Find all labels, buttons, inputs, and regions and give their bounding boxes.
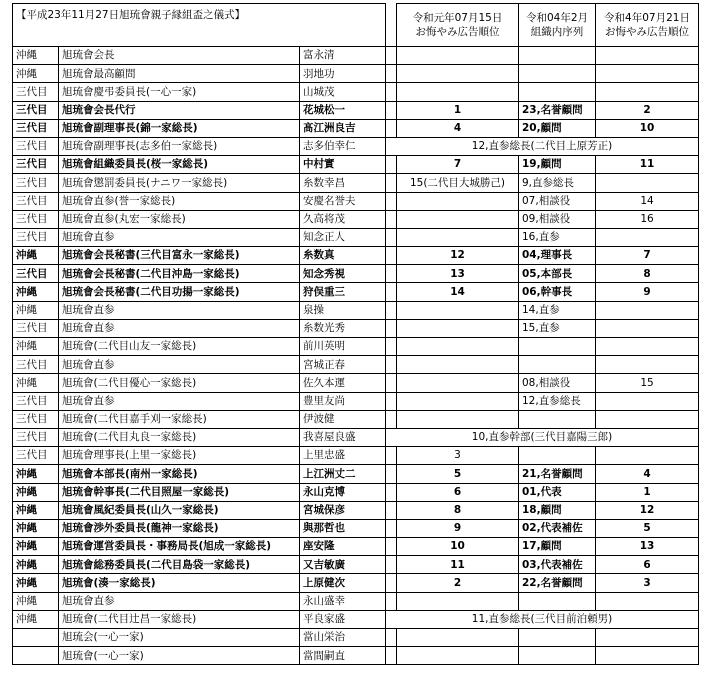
rank-2019-cell (397, 410, 519, 428)
position-cell: 旭琉會直参 (59, 356, 300, 374)
position-cell: 旭琉會会長秘書(二代目沖島一家総長) (59, 265, 300, 283)
table-row (13, 83, 699, 101)
rank-2019-cell: 4 (397, 119, 519, 137)
position-cell: 旭琉會(二代目丸良一家総長) (59, 428, 300, 446)
name-cell: 永山克博 (300, 483, 386, 501)
rank-2022-ad-cell: 8 (596, 265, 699, 283)
position-cell: 旭琉會直参 (59, 392, 300, 410)
name-cell: 富永清 (300, 47, 386, 65)
spacer-cell (386, 301, 397, 319)
rank-2019-cell: 5 (397, 465, 519, 483)
rank-2022-cell: 05,本部長 (519, 265, 596, 283)
region-cell: 三代目 (13, 392, 59, 410)
spacer-cell (386, 465, 397, 483)
rank-2022-cell (519, 47, 596, 65)
spacer-cell (386, 556, 397, 574)
name-cell: 平良家盛 (300, 610, 386, 628)
rank-2022-cell: 20,顧問 (519, 119, 596, 137)
rank-2022-ad-cell: 15 (596, 374, 699, 392)
position-cell: 旭琉會慶弔委員長(一心一家) (59, 83, 300, 101)
rank-2022-ad-cell (596, 319, 699, 337)
table-row (13, 610, 699, 628)
position-cell: 旭琉會本部長(南州一家総長) (59, 465, 300, 483)
region-cell: 三代目 (13, 192, 59, 210)
rank-2022-cell (519, 338, 596, 356)
name-cell: 久高将茂 (300, 210, 386, 228)
rank-2022-cell (519, 410, 596, 428)
name-cell: 糸数真 (300, 247, 386, 265)
rank-2019-cell: 11 (397, 556, 519, 574)
rank-2022-ad-cell (596, 447, 699, 465)
merged-note-cell: 12,直参総長(二代目上原芳正) (386, 137, 699, 155)
position-cell: 旭琉會(二代目嘉手刈一家総長) (59, 410, 300, 428)
spacer-cell (386, 119, 397, 137)
region-cell: 三代目 (13, 319, 59, 337)
spacer-cell (386, 174, 397, 192)
rank-2022-ad-cell: 9 (596, 283, 699, 301)
spacer-cell (386, 592, 397, 610)
table-row (13, 156, 699, 174)
table-row (13, 65, 699, 83)
table-row (13, 228, 699, 246)
region-cell: 沖縄 (13, 519, 59, 537)
rank-2019-cell (397, 392, 519, 410)
rank-2019-cell (397, 338, 519, 356)
position-cell: 旭琉會副理事長(志多伯一家総長) (59, 137, 300, 155)
region-cell: 三代目 (13, 119, 59, 137)
spacer-cell (386, 283, 397, 301)
region-cell: 沖縄 (13, 574, 59, 592)
region-cell: 沖縄 (13, 592, 59, 610)
table-row (13, 47, 699, 65)
rank-2022-cell: 08,相談役 (519, 374, 596, 392)
position-cell: 旭琉會最高顧問 (59, 65, 300, 83)
column-header-condolence-2022: 令和4年07月21日 お悔やみ広告順位 (596, 4, 699, 47)
rank-2022-ad-cell (596, 301, 699, 319)
region-cell: 三代目 (13, 228, 59, 246)
rank-2022-cell: 04,理事長 (519, 247, 596, 265)
rank-2022-cell: 14,直参 (519, 301, 596, 319)
name-cell: 又吉敏廣 (300, 556, 386, 574)
table-row (13, 483, 699, 501)
column-header-rank-2022: 令和04年2月 組織内序列 (519, 4, 596, 47)
position-cell: 旭琉會直参(丸宏一家総長) (59, 210, 300, 228)
region-cell: 三代目 (13, 156, 59, 174)
table-row (13, 501, 699, 519)
rank-2022-cell: 02,代表補佐 (519, 519, 596, 537)
position-cell: 旭琉會会長秘書(二代目功揚一家総長) (59, 283, 300, 301)
region-cell: 沖縄 (13, 610, 59, 628)
region-cell: 沖縄 (13, 374, 59, 392)
spacer-cell (386, 4, 397, 47)
rank-2022-cell: 03,代表補佐 (519, 556, 596, 574)
rank-2019-cell (397, 192, 519, 210)
rank-2022-ad-cell: 7 (596, 247, 699, 265)
region-cell: 三代目 (13, 410, 59, 428)
spacer-cell (386, 356, 397, 374)
rank-2019-cell: 12 (397, 247, 519, 265)
table-row (13, 647, 699, 665)
name-cell: 髙江洲良吉 (300, 119, 386, 137)
spacer-cell (386, 447, 397, 465)
rank-2022-ad-cell (596, 410, 699, 428)
table-row (13, 283, 699, 301)
spacer-cell (386, 247, 397, 265)
region-cell: 三代目 (13, 174, 59, 192)
rank-2022-cell (519, 447, 596, 465)
name-cell: 當山栄治 (300, 629, 386, 647)
spacer-cell (386, 156, 397, 174)
region-cell: 三代目 (13, 101, 59, 119)
table-row (13, 301, 699, 319)
position-cell: 旭琉會(二代目山友一家総長) (59, 338, 300, 356)
position-cell: 旭琉會会長 (59, 47, 300, 65)
name-cell: 宮城保彦 (300, 501, 386, 519)
name-cell: 糸数光秀 (300, 319, 386, 337)
name-cell: 花城松一 (300, 101, 386, 119)
region-cell: 三代目 (13, 83, 59, 101)
position-cell: 旭琉會副理事長(錦一家総長) (59, 119, 300, 137)
region-cell: 三代目 (13, 356, 59, 374)
rank-2019-cell: 1 (397, 101, 519, 119)
table-row (13, 574, 699, 592)
table-row (13, 428, 699, 446)
region-cell: 沖縄 (13, 483, 59, 501)
rank-2019-cell: 2 (397, 574, 519, 592)
rank-2022-ad-cell: 11 (596, 156, 699, 174)
rank-2022-ad-cell (596, 647, 699, 665)
name-cell: 上江洲丈二 (300, 465, 386, 483)
name-cell: 山城茂 (300, 83, 386, 101)
rank-2022-cell (519, 647, 596, 665)
spacer-cell (386, 483, 397, 501)
name-cell: 與那哲也 (300, 519, 386, 537)
table-row (13, 410, 699, 428)
name-cell: 糸数幸昌 (300, 174, 386, 192)
rank-2022-ad-cell (596, 338, 699, 356)
name-cell: 當間嗣直 (300, 647, 386, 665)
name-cell: 佐久本運 (300, 374, 386, 392)
rank-2019-cell (397, 374, 519, 392)
table-row (13, 137, 699, 155)
rank-2019-cell (397, 592, 519, 610)
rank-2022-ad-cell: 14 (596, 192, 699, 210)
region-cell: 沖縄 (13, 338, 59, 356)
table-row (13, 374, 699, 392)
name-cell: 志多伯幸仁 (300, 137, 386, 155)
rank-2022-cell: 09,相談役 (519, 210, 596, 228)
rank-2019-cell: 9 (397, 519, 519, 537)
table-row (13, 538, 699, 556)
spacer-cell (386, 228, 397, 246)
rank-2022-ad-cell: 2 (596, 101, 699, 119)
position-cell: 旭琉會直参 (59, 228, 300, 246)
header-row (13, 4, 699, 47)
spacer-cell (386, 392, 397, 410)
table-row (13, 265, 699, 283)
position-cell: 旭琉會会長代行 (59, 101, 300, 119)
rank-2022-ad-cell (596, 356, 699, 374)
name-cell: 永山盛幸 (300, 592, 386, 610)
rank-2019-cell (397, 228, 519, 246)
rank-2019-cell: 14 (397, 283, 519, 301)
merged-note-cell: 11,直参総長(三代目前泊頼男) (386, 610, 699, 628)
name-cell: 中村實 (300, 156, 386, 174)
rank-2022-ad-cell: 10 (596, 119, 699, 137)
region-cell: 沖縄 (13, 501, 59, 519)
name-cell: 安慶名誉夫 (300, 192, 386, 210)
region-cell: 沖縄 (13, 556, 59, 574)
position-cell: 旭琉會(一心一家) (59, 647, 300, 665)
rank-2019-cell: 6 (397, 483, 519, 501)
rank-2022-cell: 01,代表 (519, 483, 596, 501)
name-cell: 泉操 (300, 301, 386, 319)
region-cell: 三代目 (13, 210, 59, 228)
region-cell (13, 647, 59, 665)
spacer-cell (386, 410, 397, 428)
position-cell: 旭琉會直参 (59, 301, 300, 319)
rank-2022-cell: 21,名誉顧問 (519, 465, 596, 483)
region-cell: 沖縄 (13, 65, 59, 83)
rank-2022-ad-cell: 12 (596, 501, 699, 519)
spacer-cell (386, 519, 397, 537)
position-cell: 旭琉會理事長(上里一家総長) (59, 447, 300, 465)
name-cell: 前川英明 (300, 338, 386, 356)
table-row (13, 556, 699, 574)
spacer-cell (386, 501, 397, 519)
region-cell: 沖縄 (13, 301, 59, 319)
spacer-cell (386, 338, 397, 356)
rank-2019-cell (397, 210, 519, 228)
position-cell: 旭琉会(一心一家) (59, 629, 300, 647)
position-cell: 旭琉會(二代目優心一家総長) (59, 374, 300, 392)
spacer-cell (386, 319, 397, 337)
position-cell: 旭琉會渉外委員長(龍神一家総長) (59, 519, 300, 537)
position-cell: 旭琉會総務委員長(二代目島袋一家総長) (59, 556, 300, 574)
table-row (13, 465, 699, 483)
rank-2022-ad-cell: 4 (596, 465, 699, 483)
table-row (13, 192, 699, 210)
rank-2022-cell: 12,直参総長 (519, 392, 596, 410)
spacer-cell (386, 101, 397, 119)
rank-2022-ad-cell: 6 (596, 556, 699, 574)
position-cell: 旭琉會幹事長(二代目照屋一家総長) (59, 483, 300, 501)
rank-2019-cell (397, 647, 519, 665)
rank-2022-cell: 19,顧問 (519, 156, 596, 174)
spacer-cell (386, 65, 397, 83)
position-cell: 旭琉會(二代目辻昌一家総長) (59, 610, 300, 628)
merged-note-cell: 10,直参幹部(三代目嘉陽三郎) (386, 428, 699, 446)
rank-2019-cell (397, 301, 519, 319)
rank-2019-cell (397, 65, 519, 83)
name-cell: 我喜屋良盛 (300, 428, 386, 446)
rank-2022-cell: 07,相談役 (519, 192, 596, 210)
rank-2022-ad-cell (596, 392, 699, 410)
kinship-ceremony-table (12, 3, 699, 665)
position-cell: 旭琉會風紀委員長(山久一家総長) (59, 501, 300, 519)
region-cell: 三代目 (13, 265, 59, 283)
table-row (13, 210, 699, 228)
rank-2022-cell (519, 629, 596, 647)
spacer-cell (386, 210, 397, 228)
table-row (13, 447, 699, 465)
rank-2022-cell (519, 65, 596, 83)
table-row (13, 119, 699, 137)
spacer-cell (386, 83, 397, 101)
rank-2022-cell: 9,直参総長 (519, 174, 596, 192)
rank-2022-cell: 15,直参 (519, 319, 596, 337)
rank-2022-ad-cell (596, 592, 699, 610)
table-row (13, 338, 699, 356)
position-cell: 旭琉會直参 (59, 592, 300, 610)
rank-2019-cell (397, 319, 519, 337)
rank-2022-cell (519, 83, 596, 101)
table-row (13, 247, 699, 265)
rank-2019-cell: 10 (397, 538, 519, 556)
rank-2022-ad-cell: 3 (596, 574, 699, 592)
name-cell: 豊里友尚 (300, 392, 386, 410)
rank-2022-cell (519, 356, 596, 374)
name-cell: 狩俣重三 (300, 283, 386, 301)
region-cell (13, 629, 59, 647)
rank-2022-cell: 17,顧問 (519, 538, 596, 556)
rank-2022-ad-cell (596, 47, 699, 65)
rank-2022-cell (519, 592, 596, 610)
rank-2019-cell: 13 (397, 265, 519, 283)
table-row (13, 356, 699, 374)
rank-2022-cell: 23,名誉顧問 (519, 101, 596, 119)
name-cell: 上里忠盛 (300, 447, 386, 465)
rank-2022-cell: 16,直参 (519, 228, 596, 246)
name-cell: 知念秀視 (300, 265, 386, 283)
position-cell: 旭琉會運営委員長・事務局長(旭成一家総長) (59, 538, 300, 556)
table-row (13, 519, 699, 537)
name-cell: 知念正人 (300, 228, 386, 246)
region-cell: 三代目 (13, 447, 59, 465)
region-cell: 三代目 (13, 137, 59, 155)
table-row (13, 392, 699, 410)
rank-2022-ad-cell: 16 (596, 210, 699, 228)
region-cell: 沖縄 (13, 465, 59, 483)
rank-2019-cell: 8 (397, 501, 519, 519)
region-cell: 三代目 (13, 428, 59, 446)
name-cell: 上原健次 (300, 574, 386, 592)
table-row (13, 592, 699, 610)
rank-2022-ad-cell (596, 83, 699, 101)
name-cell: 宮城正春 (300, 356, 386, 374)
region-cell: 沖縄 (13, 47, 59, 65)
rank-2022-ad-cell: 5 (596, 519, 699, 537)
table-row (13, 629, 699, 647)
rank-2019-cell: 7 (397, 156, 519, 174)
position-cell: 旭琉會(湊一家総長) (59, 574, 300, 592)
table-row (13, 319, 699, 337)
region-cell: 沖縄 (13, 247, 59, 265)
rank-2022-ad-cell (596, 629, 699, 647)
position-cell: 旭琉會直参 (59, 319, 300, 337)
spacer-cell (386, 374, 397, 392)
name-cell: 伊波健 (300, 410, 386, 428)
name-cell: 座安隆 (300, 538, 386, 556)
rank-2019-cell: 15(二代目大城勝己) (397, 174, 519, 192)
spacer-cell (386, 192, 397, 210)
sheet-title: 【平成23年11月27日旭琉會親子縁組盃之儀式】 (13, 4, 386, 47)
spacer-cell (386, 265, 397, 283)
rank-2022-ad-cell: 13 (596, 538, 699, 556)
spacer-cell (386, 647, 397, 665)
rank-2022-cell: 18,顧問 (519, 501, 596, 519)
name-cell: 羽地功 (300, 65, 386, 83)
rank-2022-cell: 06,幹事長 (519, 283, 596, 301)
table-row (13, 174, 699, 192)
spacer-cell (386, 47, 397, 65)
spacer-cell (386, 629, 397, 647)
position-cell: 旭琉會組織委員長(桜一家総長) (59, 156, 300, 174)
table-row (13, 101, 699, 119)
spacer-cell (386, 574, 397, 592)
rank-2022-ad-cell (596, 228, 699, 246)
rank-2019-cell (397, 47, 519, 65)
region-cell: 沖縄 (13, 538, 59, 556)
rank-2022-cell: 22,名誉顧問 (519, 574, 596, 592)
position-cell: 旭琉會直参(誉一家総長) (59, 192, 300, 210)
position-cell: 旭琉會懲罰委員長(ナニワ一家総長) (59, 174, 300, 192)
rank-2019-cell (397, 356, 519, 374)
region-cell: 沖縄 (13, 283, 59, 301)
position-cell: 旭琉會会長秘書(三代目富永一家総長) (59, 247, 300, 265)
rank-2019-cell: 3 (397, 447, 519, 465)
rank-2019-cell (397, 629, 519, 647)
rank-2022-ad-cell (596, 65, 699, 83)
spacer-cell (386, 538, 397, 556)
rank-2022-ad-cell (596, 174, 699, 192)
rank-2022-ad-cell: 1 (596, 483, 699, 501)
column-header-condolence-2019: 令和元年07月15日 お悔やみ広告順位 (397, 4, 519, 47)
rank-2019-cell (397, 83, 519, 101)
